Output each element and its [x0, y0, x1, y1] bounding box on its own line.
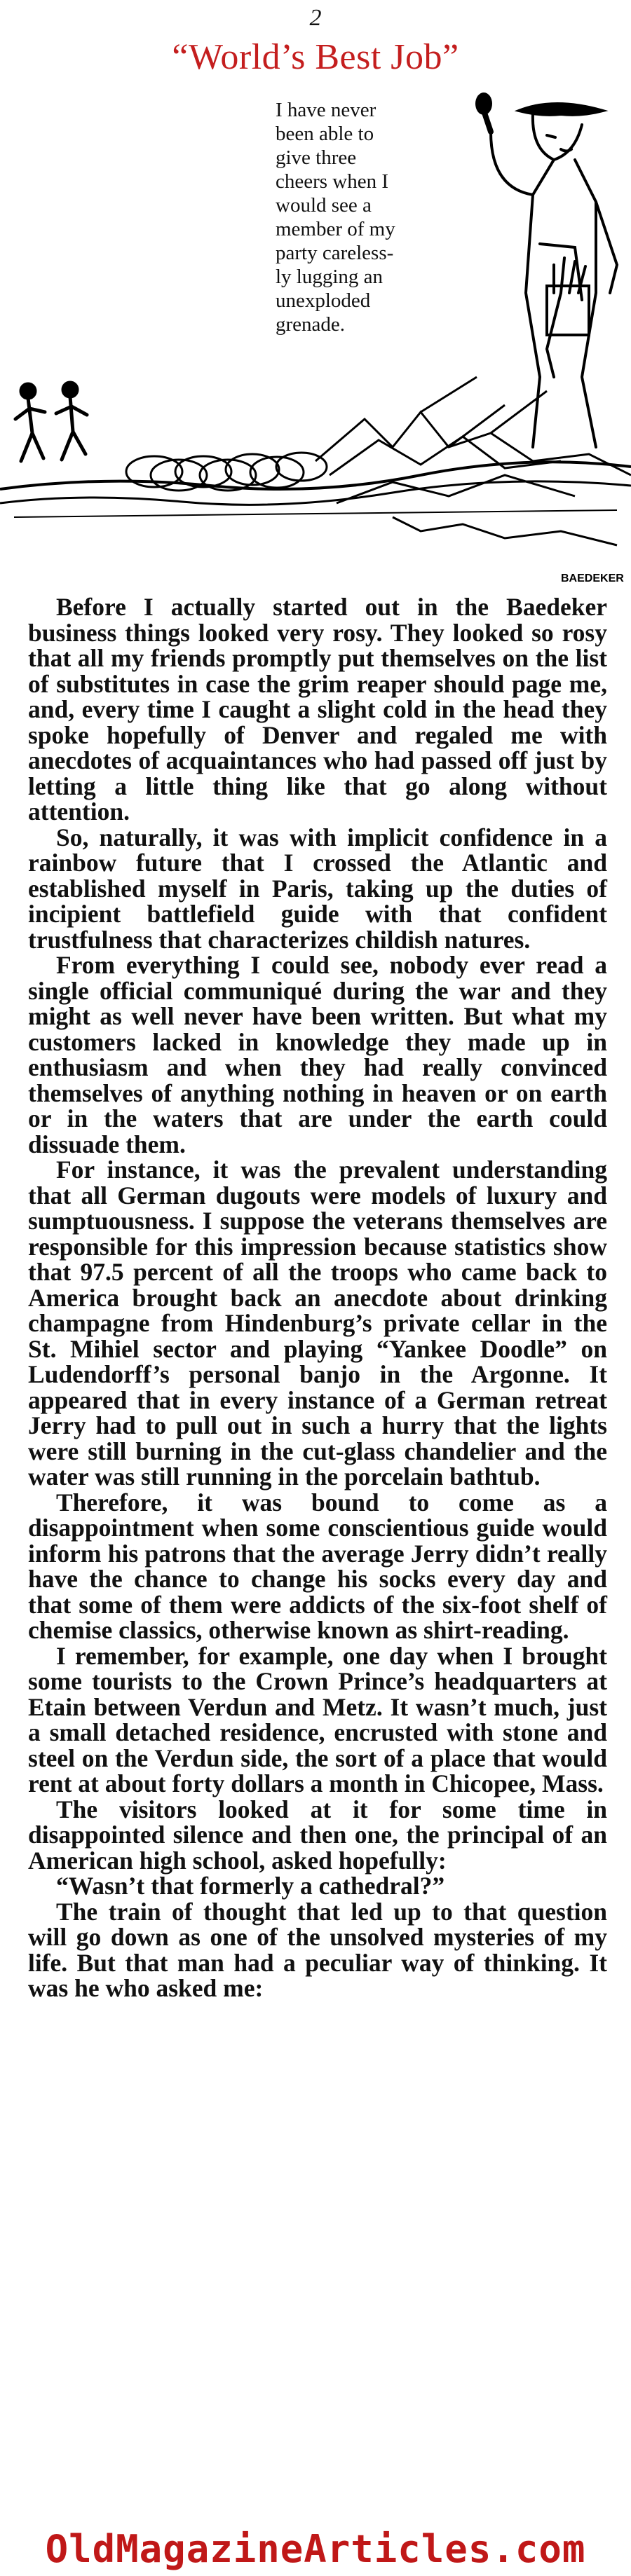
barbed-wire-coils	[126, 453, 327, 491]
page-number: 2	[309, 5, 322, 31]
article-paragraph: The visitors looked at it for some time in disappointed silence and then one, the principal of an American high school, asked hopefully:	[28, 1795, 607, 1875]
caption-line: would see a	[276, 194, 372, 217]
illustration-caption	[276, 98, 458, 336]
debris-rubble	[316, 377, 631, 545]
caption-line: grenade.	[276, 313, 346, 336]
article-paragraph: “Wasn’t that formerly a cathedral?”	[56, 1872, 445, 1900]
article-paragraph: Before I actually started out in the Baedeker business things looked very rosy. They looked so rosy that all my friends promptly put themselves on the list of substitutes in case the grim reaper should page me, and, every time I caught a slight cold in the head they spoke hopefully of Denver and regaled me with anecdotes of acquaintances who had passed off just by letting a little thing like that go along without attention.	[28, 593, 607, 825]
caption-line: I have never	[276, 99, 376, 121]
barbed-wire-ground	[0, 462, 631, 517]
article-paragraph: For instance, it was the prevalent understanding that all German dugouts were models of luxury and sumptuousness. I suppose the veterans themselves are responsible for this impression because statistics show that 97.5 percent of all the troops who came back to America brought back an anecdote about drinking champagne from Hindenburg’s private cellar in the St. Mihiel sector and playing “Yankee Doodle” on Ludendorff’s personal banjo in the Argonne. It appeared that in every instance of a German retreat Jerry had to pull out in such a hurry that the lights were still burning in the cut-glass chandelier and the water was still running in the porcelain bathtub.	[28, 1156, 607, 1491]
caption-line: party careless-	[276, 242, 394, 264]
article-paragraph: Therefore, it was bound to come as a disappointment when some conscientious guide would inform his patrons that the average Jerry didn’t really have the chance to change his socks every day and that some of them were addicts of the six-foot shelf of chemise classics, otherwise known as shirt-reading.	[28, 1488, 607, 1644]
artist-signature: BAEDEKER	[561, 573, 624, 584]
article-title: “World’s Best Job”	[172, 37, 459, 77]
caption-line: give three	[276, 146, 357, 169]
caption-line: ly lugging an	[276, 266, 384, 288]
article-paragraph: The train of thought that led up to that question will go down as one of the unsolved mysteries of my life. But that man had a peculiar way of thinking. It was he who asked me:	[28, 1897, 607, 2002]
caption-line: cheers when I	[276, 170, 389, 193]
guide-figure	[484, 104, 617, 447]
grenade-icon	[475, 93, 492, 115]
article-paragraph: So, naturally, it was with implicit confidence in a rainbow future that I crossed the Atlantic and established myself in Paris, taking up the duties of incipient battlefield guide with that confident trustfulness that characterizes childish natures.	[28, 823, 607, 954]
caption-line: been able to	[276, 123, 374, 145]
article-body	[28, 594, 607, 2001]
caption-line: unexploded	[276, 289, 371, 312]
article-paragraph: I remember, for example, one day when I brought some tourists to the Crown Prince’s headquarters at Etain between Verdun and Metz. It wasn’t much, just a small detached residence, encrusted with stone and steel on the Verdun side, the sort of a place that would rent at about forty dollars a month in Chicopee, Mass.	[28, 1641, 607, 1797]
site-watermark: OldMagazineArticles.com	[45, 2527, 586, 2571]
caption-line: member of my	[276, 218, 395, 240]
article-paragraph: From everything I could see, nobody ever read a single official communiqué during the war and they might as well never have been written. But what my customers lacked in knowledge they made up in enthusiasm and when they had really convinced themselves of anything nothing in heaven or on earth or in the waters that are under the earth could dissuade them.	[28, 951, 607, 1158]
running-figures	[15, 383, 87, 461]
